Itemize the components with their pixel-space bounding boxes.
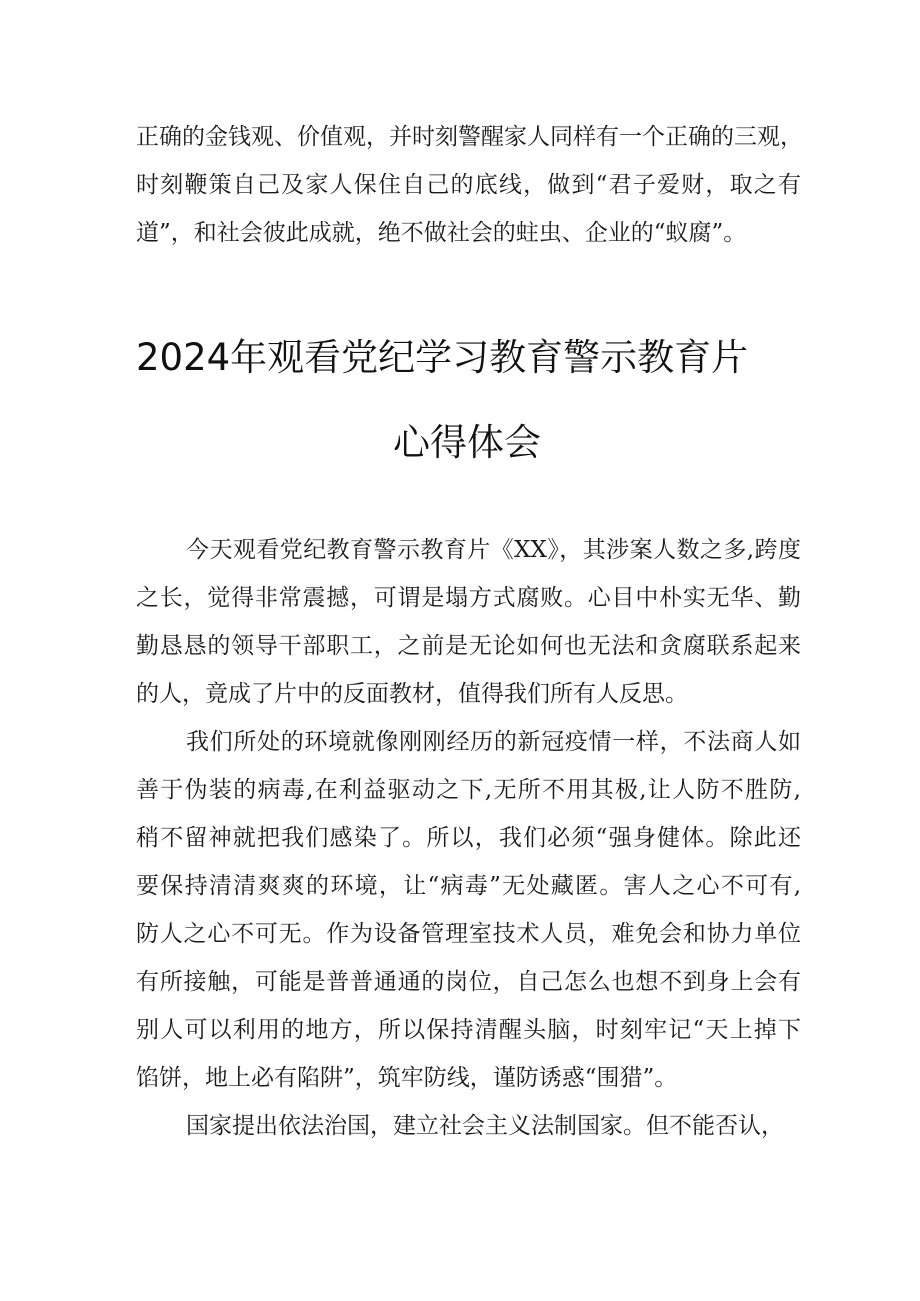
paragraph-2-line-2: 善于伪装的病毒,在利益驱动之下,无所不用其极,让人防不胜防, — [136, 777, 801, 803]
paragraph-2-line-3: 稍不留神就把我们感染了。所以，我们必须“强身健体。除此还 — [136, 825, 801, 851]
intro-line-2: 时刻鞭策自己及家人保住自己的底线，做到“君子爱财，取之有 — [136, 172, 801, 198]
document-title-line-1: 2024年观看党纪学习教育警示教育片 — [136, 336, 749, 379]
paragraph-2-line-1: 我们所处的环境就像刚刚经历的新冠疫情一样，不法商人如 — [186, 729, 801, 755]
intro-line-3: 道”，和社会彼此成就，绝不做社会的蛀虫、企业的“蚁腐”。 — [136, 220, 747, 246]
paragraph-2-line-8: 馅饼，地上必有陷阱”，筑牢防线，谨防诱惑“围猎”。 — [136, 1065, 678, 1091]
paragraph-1-line-3: 勤恳恳的领导干部职工，之前是无论如何也无法和贪腐联系起来 — [136, 633, 801, 659]
paragraph-2-line-4: 要保持清清爽爽的环境，让“病毒”无处藏匿。害人之心不可有, — [136, 873, 801, 899]
paragraph-1-line-4: 的人，竟成了片中的反面教材，值得我们所有人反思。 — [136, 681, 688, 707]
paragraph-2-line-6: 有所接触，可能是普普通通的岗位，自己怎么也想不到身上会有 — [136, 969, 801, 995]
paragraph-2-line-7: 别人可以利用的地方，所以保持清醒头脑，时刻牢记“天上掉下 — [136, 1017, 801, 1043]
intro-line-1: 正确的金钱观、价值观，并时刻警醒家人同样有一个正确的三观， — [136, 124, 803, 150]
paragraph-1-line-1: 今天观看党纪教育警示教育片《XX》，其涉案人数之多,跨度 — [186, 537, 801, 563]
paragraph-2-line-5: 防人之心不可无。作为设备管理室技术人员，难免会和协力单位 — [136, 921, 801, 947]
paragraph-1-line-2: 之长，觉得非常震撼，可谓是塌方式腐败。心目中朴实无华、勤 — [136, 585, 801, 611]
paragraph-3-line-1: 国家提出依法治国，建立社会主义法制国家。但不能否认， — [186, 1113, 784, 1139]
document-title-line-2: 心得体会 — [393, 421, 541, 464]
